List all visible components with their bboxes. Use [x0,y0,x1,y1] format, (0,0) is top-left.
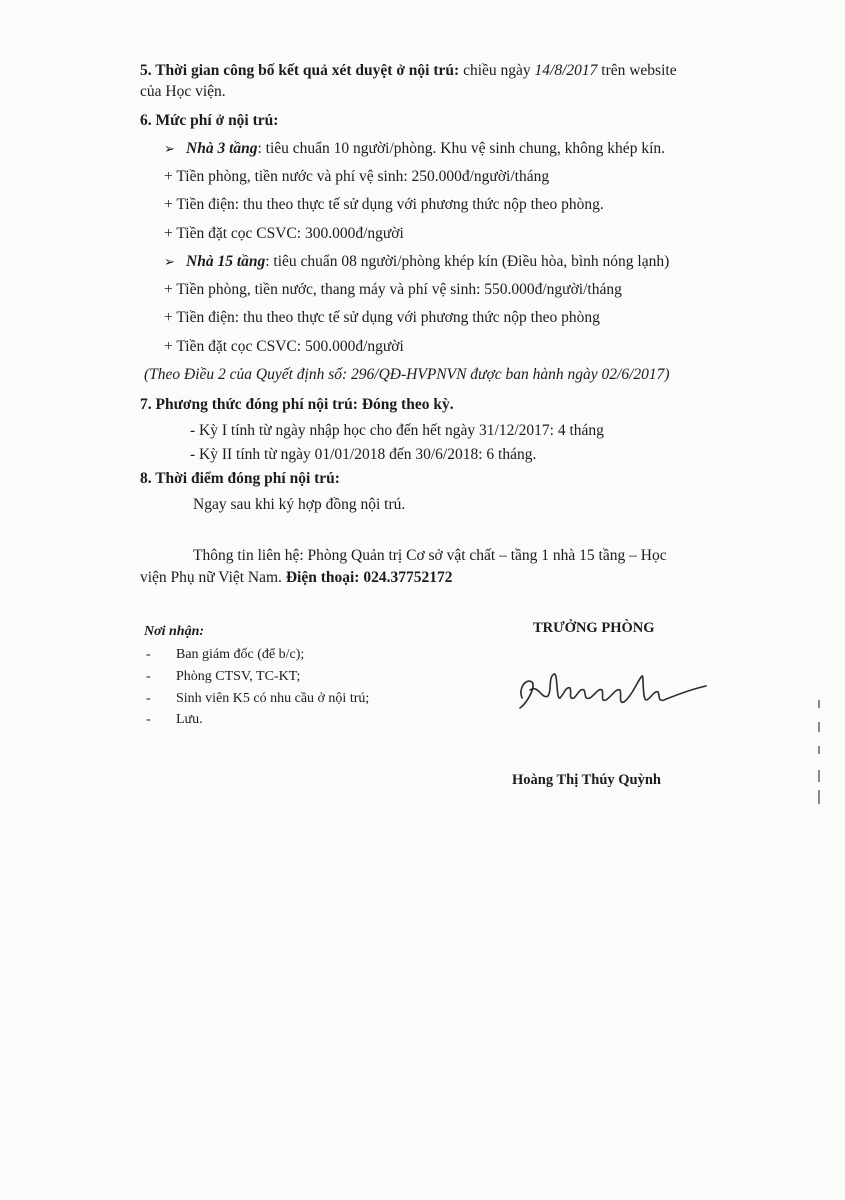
building-15-desc: : tiêu chuẩn 08 người/phòng khép kín (Điều hòa, bình nóng lạnh) [265,253,670,270]
term-1: - Kỳ I tính từ ngày nhập học cho đến hết ngày 31/12/2017: 4 tháng [190,422,604,439]
signer-name: Hoàng Thị Thúy Quỳnh [512,772,661,788]
building-15-electricity: + Tiền điện: thu theo thực tế sử dụng với phương thức nộp theo phòng [164,309,600,326]
building-15-line [164,252,669,272]
recipients-title: Nơi nhận: [144,624,205,639]
term-2: - Kỳ II tính từ ngày 01/01/2018 đến 30/6/2018: 6 tháng. [190,446,537,463]
building-15-name: Nhà 15 tầng [186,253,266,270]
contact-phone: Điện thoại: 024.37752172 [285,569,453,586]
scan-mark [818,722,820,732]
contact-line-2 [140,568,452,588]
section-8-heading: 8. Thời điểm đóng phí nội trú: [140,470,340,487]
signature-icon [508,660,718,720]
arrow-icon: ➢ [164,254,175,269]
scan-mark [818,770,820,782]
section-5-text-2: trên website [597,62,677,79]
building-3-desc: : tiêu chuẩn 10 người/phòng. Khu vệ sinh chung, không khép kín. [257,140,665,157]
recipient-item: - Phòng CTSV, TC-KT; [146,669,301,684]
scan-mark [818,790,820,804]
scan-mark [818,700,820,708]
contact-line-1: Thông tin liên hệ: Phòng Quản trị Cơ sở vật chất – tầng 1 nhà 15 tầng – Học [193,547,667,564]
section-5-text: chiều ngày [459,62,535,79]
section-5-date: 14/8/2017 [534,62,598,79]
section-8-text: Ngay sau khi ký hợp đồng nội trú. [193,496,406,513]
decision-note: (Theo Điều 2 của Quyết định số: 296/QĐ-HVPNVN được ban hành ngày 02/6/2017) [144,366,670,383]
section-7-heading: 7. Phương thức đóng phí nội trú: Đóng theo kỳ. [140,396,454,413]
building-3-line [164,139,665,159]
contact-org: viện Phụ nữ Việt Nam. [140,569,286,586]
section-6-heading: 6. Mức phí ở nội trú: [140,112,279,129]
recipient-item: - Sinh viên K5 có nhu cầu ở nội trú; [146,691,370,706]
building-3-room-fee: + Tiền phòng, tiền nước và phí vệ sinh: 250.000đ/người/tháng [164,168,550,185]
building-15-room-fee: + Tiền phòng, tiền nước, thang máy và phí vệ sinh: 550.000đ/người/tháng [164,281,622,298]
recipient-item: - Lưu. [146,712,203,727]
building-3-electricity: + Tiền điện: thu theo thực tế sử dụng với phương thức nộp theo phòng. [164,196,604,213]
building-15-deposit: + Tiền đặt cọc CSVC: 500.000đ/người [164,338,404,355]
signer-title: TRƯỞNG PHÒNG [533,620,655,636]
section-5-line-1 [140,61,677,81]
building-3-deposit: + Tiền đặt cọc CSVC: 300.000đ/người [164,225,404,242]
section-5-heading: 5. Thời gian công bố kết quả xét duyệt ở nội trú: [140,62,460,79]
section-5-line-2: của Học viện. [140,83,226,100]
scan-mark [818,746,820,754]
building-3-name: Nhà 3 tầng [186,140,258,157]
recipient-item: - Ban giám đốc (để b/c); [146,647,305,662]
arrow-icon: ➢ [164,141,175,156]
